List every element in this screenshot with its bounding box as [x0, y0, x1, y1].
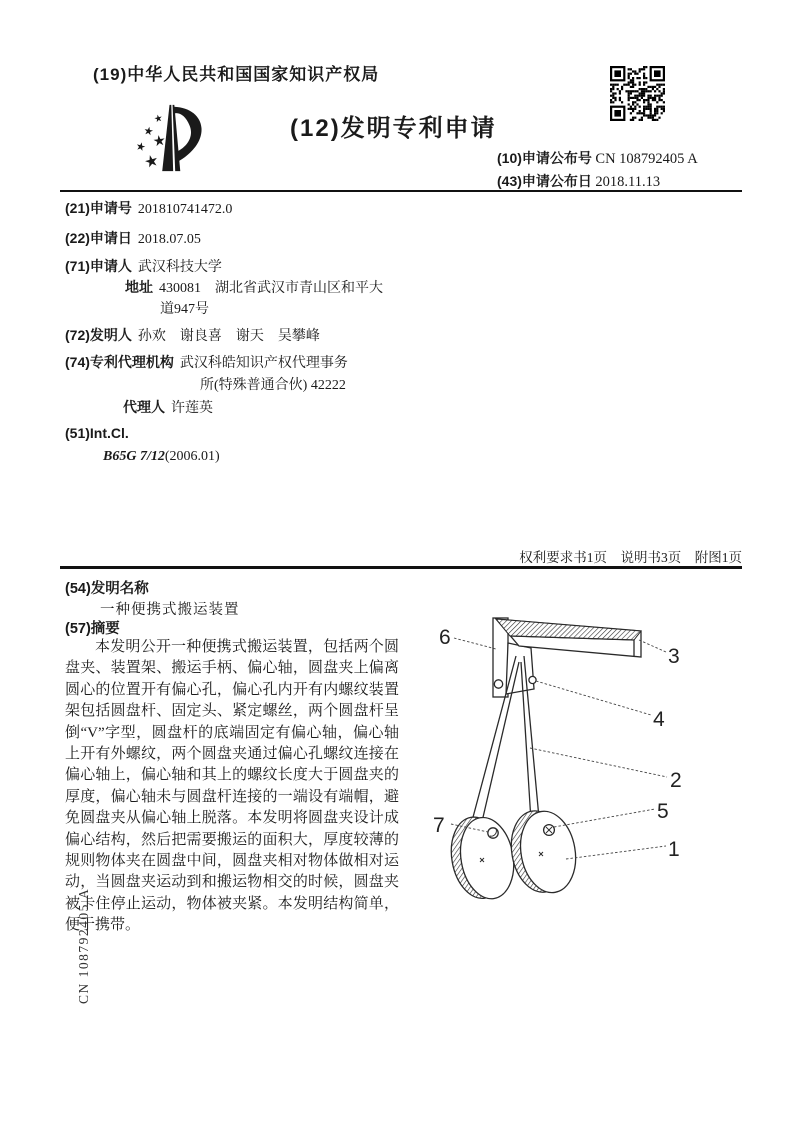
figure-label-1: 1	[668, 838, 680, 861]
document-type-title: (12)发明专利申请	[290, 115, 497, 142]
pages-info: 权利要求书1页 说明书3页 附图1页	[519, 550, 742, 565]
applicant-row	[65, 256, 222, 276]
agency-value-2: 所(特殊普通合伙) 42222	[200, 378, 346, 393]
inventors-value: 孙欢 谢良喜 谢天 吴攀峰	[137, 329, 320, 344]
invention-title-label: (54)发明名称	[65, 581, 149, 597]
agency-row	[65, 352, 348, 372]
cnipa-logo	[126, 99, 216, 182]
abstract-label: (57)摘要	[65, 621, 120, 637]
ipc-code: B65G 7/12	[103, 449, 165, 464]
figure-label-3: 3	[668, 645, 680, 668]
address-value-2: 道947号	[160, 302, 209, 317]
agent-value: 许莲英	[171, 401, 213, 416]
inventors-row	[65, 325, 320, 345]
patent-office-name: (19)中华人民共和国国家知识产权局	[93, 65, 380, 84]
qr-code	[610, 66, 665, 126]
invention-title: 一种便携式搬运装置	[100, 602, 240, 618]
ipc-version: (2006.01)	[164, 449, 220, 464]
cnipa-logo-graphic	[126, 99, 216, 177]
agency-row-2	[200, 374, 346, 394]
application-number-value: 201810741472.0	[137, 202, 233, 217]
figure-label-7: 7	[433, 814, 445, 837]
side-publication-number: CN 108792405 A	[76, 887, 91, 1004]
ipc-label: (51)Int.Cl.	[65, 425, 129, 441]
inventors-label: (72)发明人	[65, 327, 132, 343]
filing-date-label: (22)申请日	[65, 230, 132, 246]
patent-figure	[420, 588, 740, 938]
publication-number-value: CN 108792405 A	[595, 151, 698, 167]
address-row-2	[160, 298, 209, 318]
applicant-value: 武汉科技大学	[137, 260, 222, 275]
agency-value: 武汉科皓知识产权代理事务	[179, 356, 348, 371]
address-row	[125, 277, 383, 297]
figure-label-5: 5	[657, 800, 669, 823]
qr-code-graphic	[610, 66, 665, 121]
publication-date-row	[497, 171, 660, 191]
figure-label-2: 2	[670, 769, 682, 792]
publication-date-label: (43)申请公布日	[497, 173, 592, 189]
publication-number-label: (10)申请公布号	[497, 150, 592, 166]
publication-number-row	[497, 148, 698, 168]
header-divider	[60, 190, 742, 192]
agent-label: 代理人	[123, 399, 165, 415]
agent-row	[123, 397, 213, 417]
applicant-label: (71)申请人	[65, 258, 132, 274]
address-value: 430081 湖北省武汉市青山区和平大	[159, 281, 383, 296]
filing-date-row	[65, 228, 201, 248]
mid-divider	[60, 566, 742, 569]
abstract-text: 本发明公开一种便携式搬运装置，包括两个圆盘夹、装置架、搬运手柄、偏心轴，圆盘夹上偏离圆心的位置开有偏心孔，偏心孔内开有内螺纹装置架包括圆盘杆、固定头、紧定螺丝，两个圆盘杆呈倒“V”字型，圆盘杆的底端固定有偏心轴，偏心轴上开有外螺纹，两个圆盘夹通过偏心孔螺纹连接在偏心轴上，偏心轴和其上的螺纹长度大于圆盘夹的厚度，偏心轴未与圆盘杆连接的一端设有端帽，避免圆盘夹从偏心轴上脱落。本发明将圆盘夹设计成偏心结构，然后把需要搬运的面积大，厚度较薄的规则物体夹在圆盘中间，圆盘夹相对物体做相对运动，当圆盘夹运动到和搬运物相交的时候，圆盘夹被卡住停止运动，物体被夹紧。本发明结构简单，便于携带。	[65, 639, 399, 934]
application-number-label: (21)申请号	[65, 200, 132, 216]
publication-date-value: 2018.11.13	[595, 174, 661, 190]
application-number-row	[65, 198, 232, 218]
agency-label: (74)专利代理机构	[65, 354, 174, 370]
ipc-code-row	[103, 449, 220, 465]
patent-figure-drawing	[420, 588, 740, 933]
address-label: 地址	[125, 279, 153, 295]
figure-label-6: 6	[439, 626, 451, 649]
ipc-row	[65, 425, 129, 443]
filing-date-value: 2018.07.05	[137, 232, 201, 247]
figure-label-4: 4	[653, 708, 665, 731]
